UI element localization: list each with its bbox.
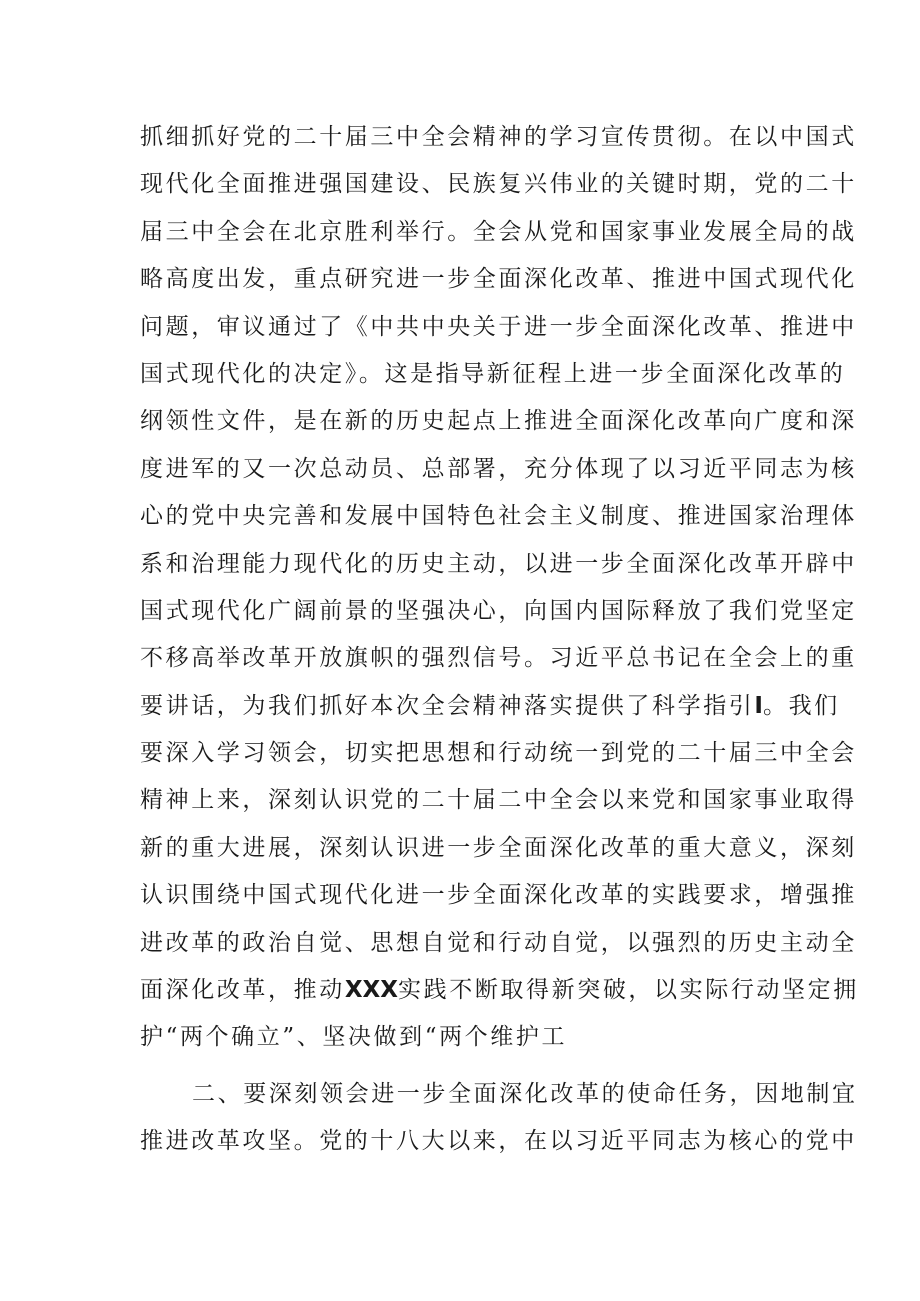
text-line: 度进军的又一次总动员、总部署，充分体现了以习近平同志为核 (140, 455, 857, 482)
text-line: 二、要深刻领会进一步全面深化改革的使命任务，因地制宜 (192, 1080, 858, 1107)
text-line: 国式现代化广阔前景的坚强决心，向国内国际释放了我们党坚定 (140, 597, 857, 624)
text-line: 现代化全面推进强国建设、民族复兴伟业的关键时期，党的二十 (140, 171, 857, 198)
text-line: 心的党中央完善和发展中国特色社会主义制度、推进国家治理体 (140, 503, 857, 530)
text-line: 进改革的政治自觉、思想自觉和行动自觉，以强烈的历史主动全 (140, 929, 857, 956)
paragraph-2 (140, 1071, 858, 1166)
text-line: 护“两个确立”、坚决做到“两个维护工 (140, 1024, 568, 1051)
text-line: 要深入学习领会，切实把思想和行动统一到党的二十届三中全会 (140, 740, 857, 767)
bold-text-segment: I (754, 692, 763, 719)
text-line (140, 967, 859, 1014)
text-segment: 。我们 (762, 692, 840, 719)
text-line: 推进改革攻坚。党的十八大以来，在以习近平同志为核心的党中 (140, 1128, 857, 1155)
text-segment: 面深化改革，推动 (140, 977, 345, 1004)
text-line: 抓细抓好党的二十届三中全会精神的学习宣传贯彻。在以中国式 (140, 124, 857, 150)
bold-text-segment: XXX (344, 977, 399, 1004)
text-line: 届三中全会在北京胜利举行。全会从党和国家事业发展全局的战 (140, 218, 857, 245)
text-line: 略高度出发，重点研究进一步全面深化改革、推进中国式现代化 (140, 266, 857, 293)
text-line: 不移高举改革开放旗帜的强烈信号。习近平总书记在全会上的重 (140, 645, 857, 672)
paragraph-spacer (140, 1062, 800, 1071)
paragraph-1 (140, 114, 859, 1062)
text-line: 国式现代化的决定》。这是指导新征程上进一步全面深化改革的 (140, 360, 846, 387)
text-line: 系和治理能力现代化的历史主动，以进一步全面深化改革开辟中 (140, 550, 857, 577)
text-line: 纲领性文件，是在新的历史起点上推进全面深化改革向广度和深 (140, 408, 857, 435)
text-line: 新的重大进展，深刻认识进一步全面深化改革的重大意义，深刻 (140, 834, 857, 861)
text-line: 精神上来，深刻认识党的二十届二中全会以来党和国家事业取得 (140, 787, 857, 814)
text-segment: 实践不断取得新突破，以实际行动坚定拥 (398, 977, 859, 1004)
document-body (140, 114, 859, 1166)
text-line: 认识围绕中国式现代化进一步全面深化改革的实践要求，增强推 (140, 882, 857, 909)
text-line: 问题，审议通过了《中共中央关于进一步全面深化改革、推进中 (140, 313, 857, 340)
text-segment: 要讲话，为我们抓好本次全会精神落实提供了科学指引 (140, 692, 755, 719)
text-line (140, 683, 840, 730)
